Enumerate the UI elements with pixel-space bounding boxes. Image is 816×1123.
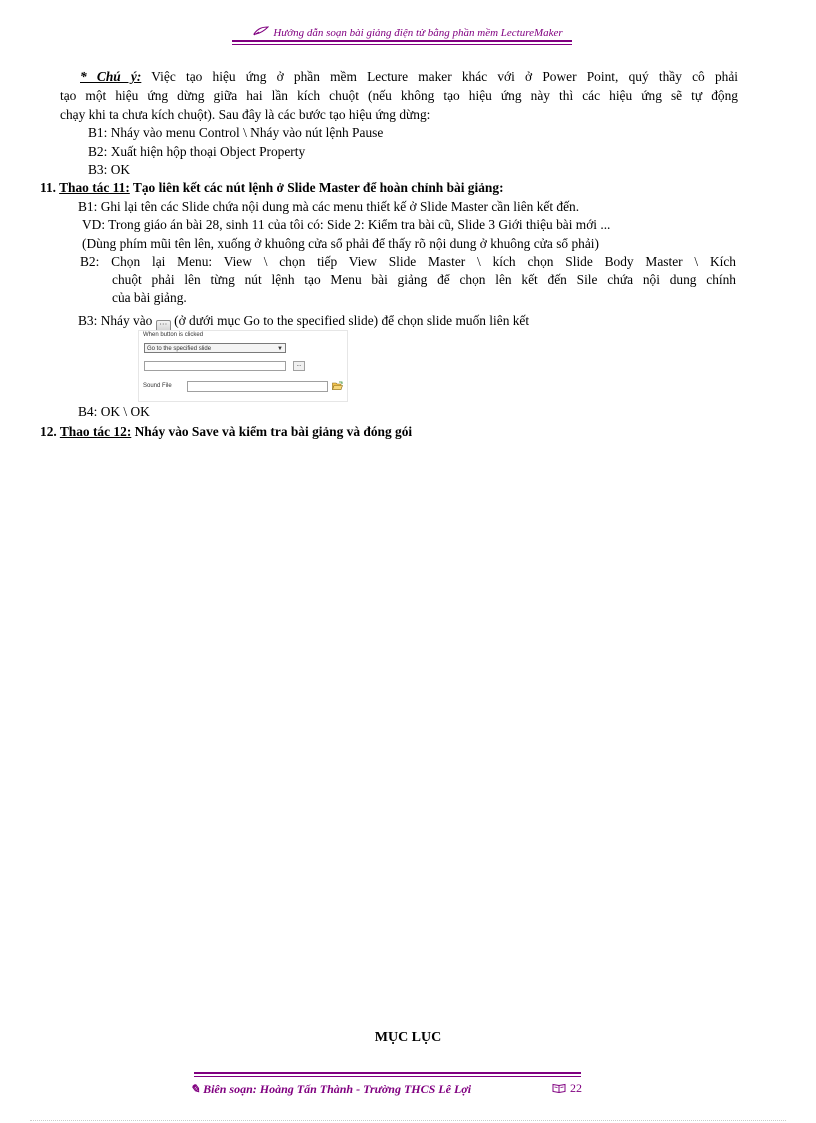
slide-target-field[interactable] (144, 361, 286, 371)
page-bottom-border (30, 1120, 786, 1121)
page-footer (190, 1082, 471, 1097)
dialog-caption: When button is clicked (143, 332, 204, 338)
step11-b4: B4: OK \ OK (78, 404, 150, 419)
step11-number: 11. (40, 180, 56, 195)
step11-label: Thao tác 11: (59, 180, 130, 195)
step11-b2-line-1: B2: Chọn lại Menu: View \ chọn tiếp View Slide Master \ kích chọn Slide Body Master \ Kích (80, 254, 736, 269)
step12-label: Thao tác 12: (59, 424, 132, 439)
footer-rule-thin (194, 1076, 581, 1077)
step11-b3-before: B3: Nháy vào (78, 313, 153, 328)
note-label: * Chú ý: (80, 69, 142, 84)
footer-author: Biên soạn: Hoàng Tấn Thành - Trường THCS Lê Lợi (203, 1082, 472, 1096)
action-select-value: Go to the specified slide (147, 346, 212, 352)
step12-title: Nháy vào Save và kiểm tra bài giảng và đóng gói (134, 424, 413, 439)
step11-hint: (Dùng phím mũi tên lên, xuống ở khuông cửa sổ phải để thấy rõ nội dung ở khuông cửa sổ phải) (82, 236, 599, 251)
note-line-2: tạo một hiệu ứng dừng giữa hai lần kích chuột (nếu không tạo hiệu ứng này thì các hiệu ứng sẽ tự động (60, 88, 738, 103)
browse-button-icon: ··· (156, 320, 171, 333)
note-line-3: chạy khi ta chưa kích chuột). Sau đây là các bước tạo hiệu ứng dừng: (60, 107, 431, 122)
header-rule-thin (232, 44, 572, 45)
step11-title: Tạo liên kết các nút lệnh ở Slide Master để hoàn chỉnh bài giảng: (132, 180, 504, 195)
note-step-b3: B3: OK (88, 162, 131, 177)
sound-file-label: Sound File (143, 383, 172, 389)
page-number: 22 (570, 1081, 582, 1095)
step11-b2-line-3: của bài giảng. (112, 290, 187, 305)
step12-heading (40, 424, 412, 440)
quill-pen-icon (253, 26, 269, 36)
sound-file-field[interactable] (187, 381, 328, 392)
object-property-dialog-screenshot (138, 330, 348, 402)
step11-b2-line-2: chuột phải lên từng nút lệnh tạo Menu bài giảng để chọn lên kết đến Sile chứa nội dung chính (112, 272, 736, 287)
page-number-block (552, 1081, 582, 1096)
note-step-b2: B2: Xuất hiện hộp thoại Object Property (88, 144, 306, 159)
step11-heading (40, 180, 504, 196)
action-select[interactable] (144, 343, 286, 353)
step11-b1: B1: Ghi lại tên các Slide chứa nội dung mà các menu thiết kế ở Slide Master cần liên kết đến. (78, 199, 580, 214)
step11-b3-after: (ở dưới mục Go to the specified slide) để chọn slide muốn liên kết (174, 313, 530, 328)
footer-pen-icon: ✎ (190, 1082, 204, 1096)
header-title: Hướng dẫn soạn bài giảng điện tử bằng phần mềm LectureMaker (273, 27, 563, 39)
header-rule (232, 40, 572, 42)
footer-rule (194, 1072, 581, 1074)
page-header (0, 26, 816, 39)
dropdown-arrow-icon: ▼ (277, 346, 283, 352)
note-text-1: Việc tạo hiệu ứng ở phần mềm Lecture maker khác với ở Power Point, quý thầy cô phải (151, 69, 739, 84)
step11-example: VD: Trong giáo án bài 28, sinh 11 của tôi có: Side 2: Kiểm tra bài cũ, Slide 3 Giới thiệu bài mới ... (82, 217, 611, 232)
note-step-b1: B1: Nháy vào menu Control \ Nháy vào nút lệnh Pause (88, 125, 384, 140)
note-line-1 (60, 69, 738, 85)
step12-number: 12. (40, 424, 57, 439)
open-book-icon (552, 1083, 566, 1093)
toc-title: MỤC LỤC (374, 1030, 442, 1045)
browse-button[interactable]: ... (293, 361, 305, 371)
folder-open-icon[interactable] (332, 381, 343, 391)
